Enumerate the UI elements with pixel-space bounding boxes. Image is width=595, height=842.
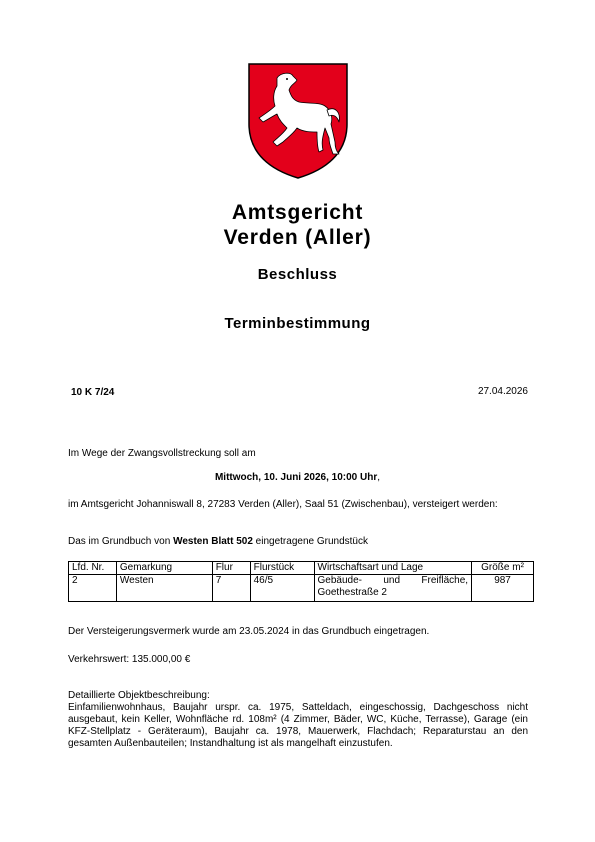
cell-flurstueck: 46/5 [250, 575, 314, 602]
land-register-name: Westen Blatt 502 [173, 536, 253, 547]
file-number: 10 K 7/24 [71, 387, 115, 398]
cell-gemarkung: Westen [116, 575, 212, 602]
document-subject: Terminbestimmung [224, 315, 371, 332]
column-header-lfd-nr: Lfd. Nr. [69, 562, 117, 575]
court-name-line2: Verden (Aller) [223, 226, 372, 249]
cell-groesse: 987 [472, 575, 534, 602]
description-text: Einfamilienwohnhaus, Baujahr urspr. ca. 1975, Satteldach, eingeschossig, Dachgeschoss nicht ausgebaut, kein Keller, Wohnfläche rd. 108m² (4 Zimmer, Bäder, WC, Küche, Terrasse), Garage (ein KFZ-Stellplatz - Geräteraum), Baujahr ca. 1978, Mauerwerk, Flachdach; Reparaturstau an den gesamten Außenbauteilen; Instandhaltung ist als mangelhaft einzustufen. [68, 702, 528, 749]
court-name-line1: Amtsgericht [231, 201, 364, 224]
object-description [68, 690, 528, 750]
column-header-gemarkung: Gemarkung [116, 562, 212, 575]
land-register-line [68, 536, 368, 548]
market-value: Verkehrswert: 135.000,00 € [68, 654, 191, 665]
column-header-wirtschaftsart: Wirtschaftsart und Lage [314, 562, 472, 575]
property-table [68, 561, 534, 602]
coat-of-arms-icon [247, 62, 349, 180]
appointment-suffix: , [377, 472, 381, 483]
table-row [69, 575, 534, 602]
intro-text: Im Wege der Zwangsvollstreckung soll am [68, 448, 256, 459]
cell-lfd-nr: 2 [69, 575, 117, 602]
location-text: im Amtsgericht Johanniswall 8, 27283 Verden (Aller), Saal 51 (Zwischenbau), versteigert werden: [68, 499, 498, 510]
land-register-prefix: Das im Grundbuch von [68, 536, 174, 547]
column-header-groesse: Größe m² [472, 562, 534, 575]
document-type: Beschluss [257, 266, 338, 283]
cell-wirtschaftsart: Gebäude- und Freifläche, Goethestraße 2 [314, 575, 472, 602]
appointment-line [0, 472, 595, 483]
table-header-row [69, 562, 534, 575]
document-date: 27.04.2026 [477, 386, 528, 397]
auction-note: Der Versteigerungsvermerk wurde am 23.05.2024 in das Grundbuch eingetragen. [68, 626, 430, 637]
column-header-flurstueck: Flurstück [250, 562, 314, 575]
description-title: Detaillierte Objektbeschreibung: [68, 690, 210, 701]
cell-flur: 7 [212, 575, 250, 602]
column-header-flur: Flur [212, 562, 250, 575]
appointment-date: Mittwoch, 10. Juni 2026, 10:00 Uhr [214, 472, 378, 483]
land-register-suffix: eingetragene Grundstück [252, 536, 368, 547]
